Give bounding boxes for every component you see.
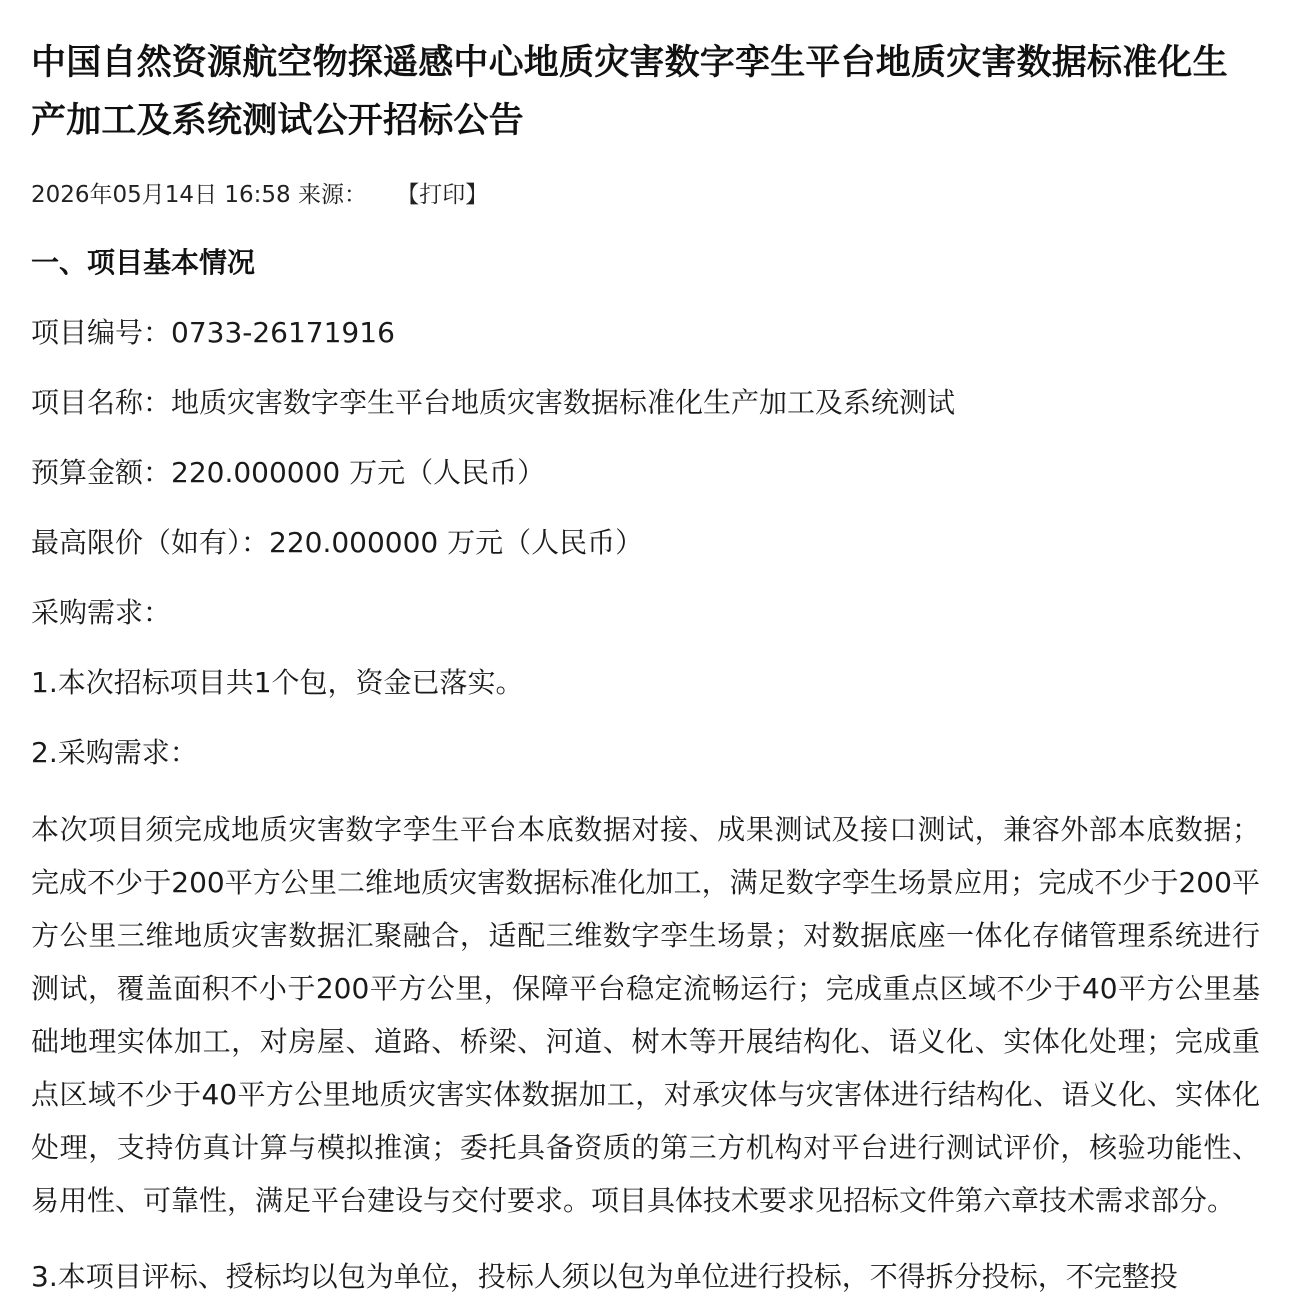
print-link[interactable]: 【打印】 <box>396 182 489 208</box>
page-title: 中国自然资源航空物探遥感中心地质灾害数字孪生平台地质灾害数据标准化生产加工及系统测试公开招标公告 <box>31 43 1228 141</box>
budget-amount: 预算金额：220.000000 万元（人民币） <box>31 456 546 489</box>
requirement-item-1: 1.本次招标项目共1个包，资金已落实。 <box>31 666 524 699</box>
max-price: 最高限价（如有）：220.000000 万元（人民币） <box>31 526 644 559</box>
project-number: 项目编号：0733-26171916 <box>31 316 395 349</box>
procurement-label: 采购需求： <box>31 596 172 629</box>
requirement-item-3: 3.本项目评标、授标均以包为单位，投标人须以包为单位进行投标，不得拆分投标，不完整投 <box>31 1260 1178 1293</box>
project-name: 项目名称：地质灾害数字孪生平台地质灾害数据标准化生产加工及系统测试 <box>31 386 956 419</box>
source-label: 来源： <box>297 182 367 208</box>
section-heading-project-basics: 一、项目基本情况 <box>31 246 256 279</box>
publish-datetime: 2026年05月14日 16:58 <box>31 182 291 208</box>
article-meta <box>31 180 1260 210</box>
requirement-item-2-label: 2.采购需求： <box>31 736 198 769</box>
requirement-item-2-body: 本次项目须完成地质灾害数字孪生平台本底数据对接、成果测试及接口测试，兼容外部本底数据；完成不少于200平方公里二维地质灾害数据标准化加工，满足数字孪生场景应用；完成不少于200平方公里三维地质灾害数据汇聚融合，适配三维数字孪生场景；对数据底座一体化存储管理系统进行测试，覆盖面积不小于200平方公里，保障平台稳定流畅运行；完成重点区域不少于40平方公里基础地理实体加工，对房屋、道路、桥梁、河道、树木等开展结构化、语义化、实体化处理；完成重点区域不少于40平方公里地质灾害实体数据加工，对承灾体与灾害体进行结构化、语义化、实体化处理，支持仿真计算与模拟推演；委托具备资质的第三方机构对平台进行测试评价，核验功能性、易用性、可靠性，满足平台建设与交付要求。项目具体技术要求见招标文件第六章技术需求部分。 <box>31 813 1260 1217</box>
